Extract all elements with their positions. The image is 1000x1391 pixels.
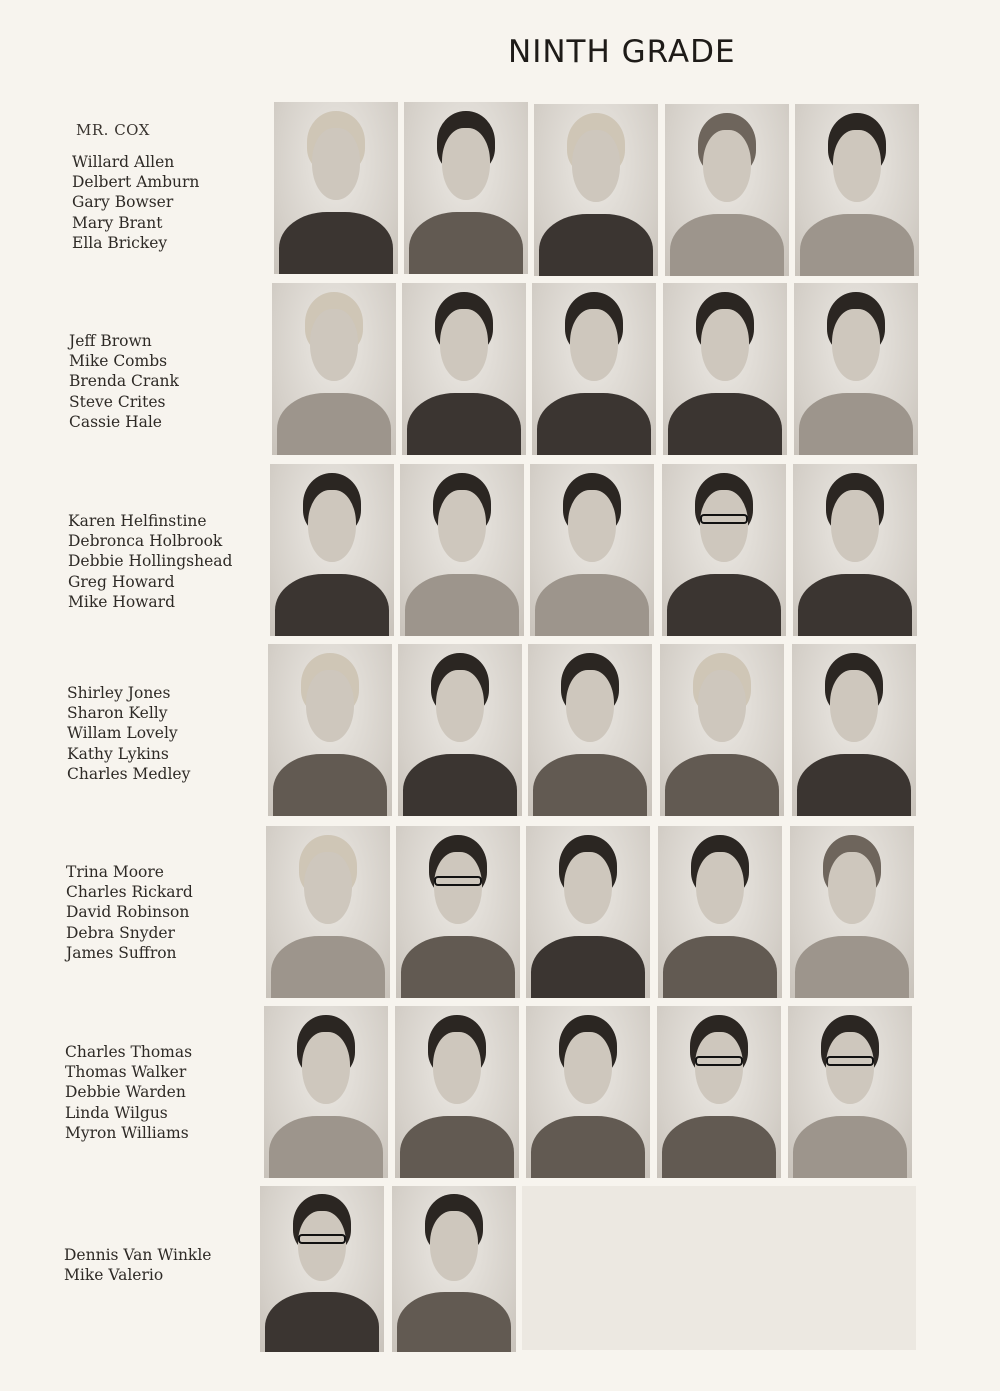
student-photo — [665, 104, 789, 276]
student-photo — [272, 283, 396, 455]
student-photo — [788, 1006, 912, 1178]
student-name: Charles Thomas — [65, 1043, 193, 1061]
name-list-row-7 — [64, 1245, 211, 1285]
student-name: Debronca Holbrook — [68, 532, 223, 551]
student-name: Charles Rickard — [66, 883, 193, 902]
student-name: Charles Medley — [67, 764, 191, 783]
student-name: Sharon Kelly — [67, 704, 168, 723]
page-title: NINTH GRADE — [508, 34, 736, 70]
student-name: Delbert Amburn — [72, 173, 200, 192]
student-photo — [395, 1006, 519, 1178]
student-photo — [402, 283, 526, 455]
teacher-name: MR. COX — [76, 121, 150, 139]
student-name: Debbie Warden — [65, 1083, 186, 1102]
student-photo — [662, 464, 786, 636]
glasses-icon — [826, 1056, 873, 1066]
student-name: Trina Moore — [66, 863, 164, 881]
student-photo — [794, 283, 918, 455]
student-name: Ella Brickey — [72, 233, 168, 252]
student-photo — [268, 644, 392, 816]
student-photo — [660, 644, 784, 816]
student-photo — [526, 826, 650, 998]
glasses-icon — [700, 514, 747, 524]
student-photo — [790, 826, 914, 998]
name-list-row-3 — [68, 511, 232, 612]
student-photo — [392, 1186, 516, 1352]
student-name: Mary Brant — [72, 213, 163, 232]
student-name: Willard Allen — [72, 153, 175, 171]
student-name: Mike Howard — [68, 592, 176, 611]
student-photo — [530, 464, 654, 636]
student-photo — [534, 104, 658, 276]
student-photo — [528, 644, 652, 816]
student-photo — [657, 1006, 781, 1178]
student-name: Thomas Walker — [65, 1063, 187, 1082]
student-photo — [404, 102, 528, 274]
glasses-icon — [434, 876, 481, 886]
name-list-row-5 — [66, 862, 193, 963]
student-name: Greg Howard — [68, 572, 175, 591]
student-name: David Robinson — [66, 903, 190, 922]
name-list-row-4 — [67, 683, 190, 784]
student-name: Kathy Lykins — [67, 744, 169, 763]
student-name: Gary Bowser — [72, 193, 174, 212]
student-photo — [274, 102, 398, 274]
student-name: Shirley Jones — [67, 684, 171, 702]
student-name: Debra Snyder — [66, 923, 175, 942]
student-name: Linda Wilgus — [65, 1103, 168, 1122]
student-name: Debbie Hollingshead — [68, 552, 233, 571]
student-photo — [792, 644, 916, 816]
student-photo — [526, 1006, 650, 1178]
student-name: Steve Crites — [69, 392, 166, 411]
student-photo — [795, 104, 919, 276]
student-name: Dennis Van Winkle — [64, 1246, 212, 1264]
student-name: James Suffron — [66, 943, 177, 962]
student-photo — [264, 1006, 388, 1178]
student-name: Brenda Crank — [69, 372, 179, 391]
student-name: Mike Combs — [69, 352, 168, 371]
student-name: Mike Valerio — [64, 1266, 164, 1285]
student-name: Cassie Hale — [69, 412, 162, 431]
student-photo — [400, 464, 524, 636]
student-name: Willam Lovely — [67, 724, 178, 743]
glasses-icon — [298, 1234, 345, 1244]
student-photo — [266, 826, 390, 998]
student-photo — [270, 464, 394, 636]
student-photo — [260, 1186, 384, 1352]
student-photo — [793, 464, 917, 636]
student-name: Karen Helfinstine — [68, 512, 207, 530]
student-photo — [398, 644, 522, 816]
student-name: Jeff Brown — [69, 332, 152, 350]
student-photo — [663, 283, 787, 455]
blank-photo-area — [522, 1186, 916, 1350]
glasses-icon — [695, 1056, 742, 1066]
student-name: Myron Williams — [65, 1123, 189, 1142]
student-photo — [658, 826, 782, 998]
name-list-row-2 — [69, 331, 179, 432]
student-photo — [532, 283, 656, 455]
name-list-row-1 — [72, 152, 199, 253]
name-list-row-6 — [65, 1042, 192, 1143]
student-photo — [396, 826, 520, 998]
